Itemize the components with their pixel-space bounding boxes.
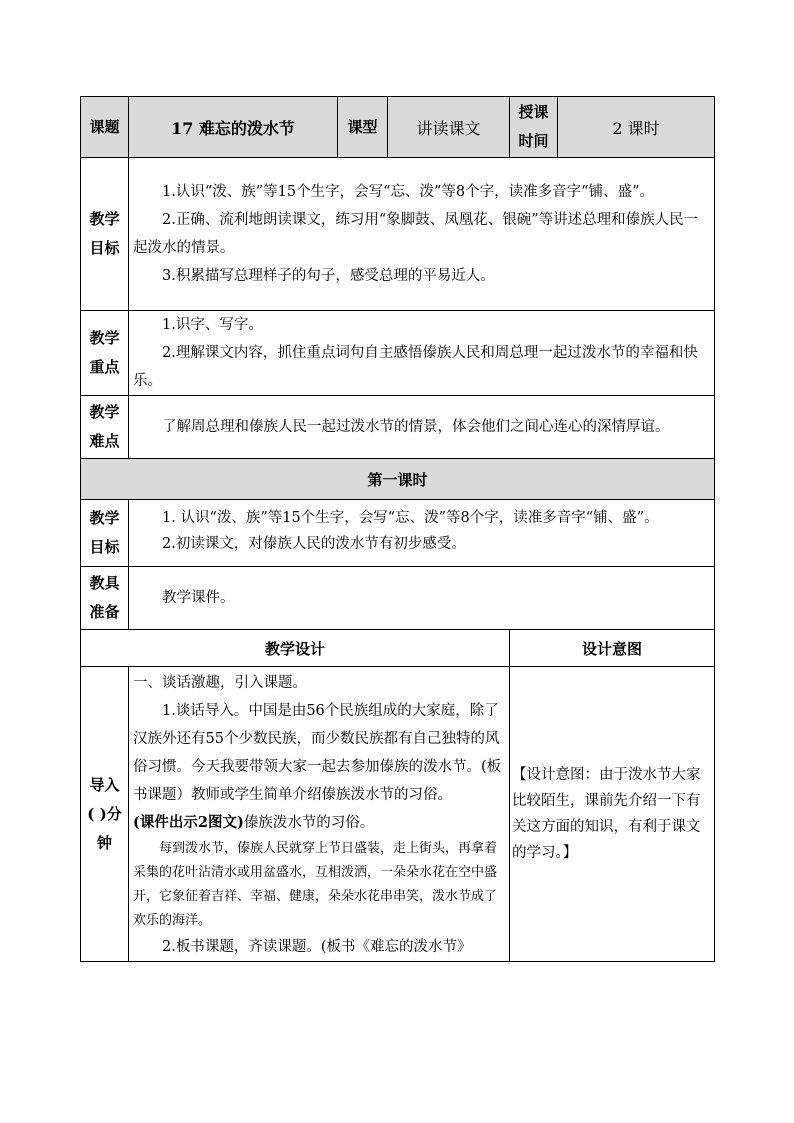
topic-value: 17 难忘的泼水节: [129, 97, 338, 158]
intro-custom-paragraph: 每到泼水节，傣族人民就穿上节日盛装，走上街头，再拿着采集的花叶沾清水或用盆盛水，互相泼洒，一朵朵水花在空中盛开，它象征着吉祥、幸福、健康，朵朵水花串串笑，泼水节成了欢乐的海洋。: [133, 841, 498, 928]
objective-item: 1.认识“泼、族”等15个生字，会写“忘、泼”等8个字，读准多音字“铺、盛”。: [162, 184, 654, 200]
objective-item: 2.正确、流利地朗读课文，练习用“象脚鼓、凤凰花、银碗”等讲述总理和傣族人民一起泼水的情景。: [133, 212, 699, 256]
intro-intent: [510, 667, 715, 962]
courseware-label: (课件出示2图文): [133, 814, 244, 831]
teaching-tools-label-line-2: 准备: [89, 603, 120, 621]
topic-label: 课题: [81, 97, 129, 158]
difficulties-row: [81, 396, 715, 459]
objectives-row: [81, 158, 715, 311]
type-label: 课型: [338, 97, 388, 158]
intro-label-line-1: 导入: [89, 775, 120, 794]
teaching-tools-content: [129, 567, 715, 630]
objective-item: 3.积累描写总理样子的句子，感受总理的平易近人。: [162, 268, 495, 284]
intro-label-line-2: ( )分: [87, 804, 122, 823]
key-points-label-line-2: 重点: [89, 358, 120, 376]
key-points-row: [81, 311, 715, 396]
lesson-one-heading-row: [81, 459, 715, 500]
time-label-line-2: 时间: [518, 132, 549, 150]
objectives-label-line-1: 教学: [89, 210, 120, 228]
lesson-one-objectives-content: [129, 500, 715, 567]
intro-label: [81, 667, 129, 962]
difficulties-content: [129, 396, 715, 459]
key-points-label-line-1: 教学: [89, 329, 120, 347]
time-label: [510, 97, 558, 158]
courseware-text: 傣族泼水节的习俗。: [243, 815, 375, 831]
lesson-one-objective-item: 1. 认识“泼、族”等15个生字，会写“忘、泼”等8个字，读准多音字“铺、盛”。: [162, 510, 659, 526]
lesson-one-objectives-label-line-1: 教学: [89, 509, 120, 527]
time-value: 2 课时: [558, 97, 715, 158]
lesson-one-objectives-row: [81, 500, 715, 567]
header-row: [81, 97, 715, 158]
teaching-tools-label: [81, 567, 129, 630]
lesson-one-objectives-label-line-2: 目标: [89, 538, 120, 556]
objectives-content: [129, 158, 715, 311]
intro-paragraph: 2.板书课题，齐读课题。(板书《难忘的泼水节》: [162, 939, 472, 955]
teaching-tools-label-line-1: 教具: [89, 574, 120, 592]
key-point-item: 2.理解课文内容，抓住重点词句自主感悟傣族人民和周总理一起过泼水节的幸福和快乐。: [133, 345, 698, 389]
time-label-line-1: 授课: [518, 103, 549, 121]
difficulties-text: 了解周总理和傣族人民一起过泼水节的情景，体会他们之间心连心的深情厚谊。: [162, 419, 670, 435]
key-points-label: [81, 311, 129, 396]
key-point-item: 1.识字、写字。: [162, 317, 263, 333]
objectives-label-line-2: 目标: [89, 239, 120, 257]
lesson-one-objective-item: 2.初读课文，对傣族人民的泼水节有初步感受。: [162, 536, 466, 552]
lesson-one-objectives-label: [81, 500, 129, 567]
lesson-one-title: 第一课时: [81, 459, 715, 500]
teaching-tools-row: [81, 567, 715, 630]
intent-heading: 设计意图: [510, 630, 715, 667]
courseware-line: [133, 809, 505, 837]
lesson-plan-table: [80, 96, 715, 962]
difficulties-label: [81, 396, 129, 459]
intro-label-line-3: 钟: [96, 833, 112, 852]
key-points-content: [129, 311, 715, 396]
design-heading-row: [81, 630, 715, 667]
intro-content: [129, 667, 510, 962]
teaching-tools-text: 教学课件。: [162, 590, 235, 606]
type-value: 讲读课文: [388, 97, 510, 158]
objectives-label: [81, 158, 129, 311]
design-heading: 教学设计: [81, 630, 510, 667]
difficulties-label-line-1: 教学: [89, 403, 120, 421]
difficulties-label-line-2: 难点: [89, 432, 120, 450]
intro-step-title: 一、谈话激趣，引入课题。: [133, 675, 307, 691]
intro-intent-text: 【设计意图：由于泼水节大家比较陌生，课前先介绍一下有关这方面的知识，有利于课文的学习。】: [512, 767, 701, 861]
intro-paragraph: 1.谈话导入。中国是由56个民族组成的大家庭，除了汉族外还有55个少数民族，而少数民族都有自己独特的风俗习惯。今天我要带领大家一起去参加傣族的泼水节。(板书课题）教师或学生简单介绍傣族泼水节的习俗。: [133, 703, 502, 803]
intro-row: [81, 667, 715, 962]
